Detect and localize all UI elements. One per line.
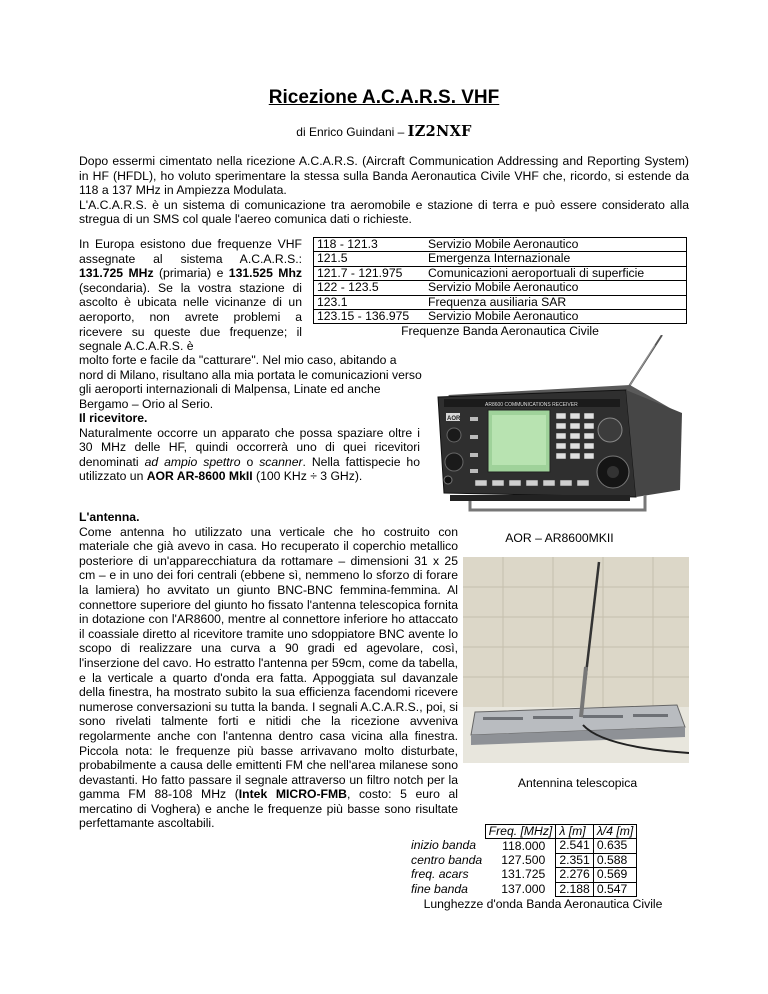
receiver-text-3: . Nella fattispecie ho utilizzato un: [79, 454, 420, 484]
aor-logo: AOR: [447, 416, 461, 422]
frequency-range: 121.7 - 121.975: [314, 266, 426, 280]
antenna-section: [79, 510, 458, 831]
antenna-heading: L'antenna.: [79, 510, 140, 524]
frequency-range: 118 - 121.3: [314, 238, 426, 252]
wl-label: fine banda: [411, 881, 468, 896]
antenna-photo-caption: Antennina telescopica: [517, 776, 638, 790]
europe-text-c: (secondaria). Se la vostra stazione di ascolto è ubicata nelle vicinanze di un aeroporto, non avrete problemi a ricevere su queste due frequenze; il segnale A.C.A.R.S. è: [79, 280, 302, 354]
europe-text-a: In Europa esistono due frequenze VHF assegnate al sistema A.C.A.R.S.:: [79, 237, 302, 266]
frequency-row: [314, 310, 687, 324]
wl-header-lambda: λ [m]: [556, 825, 594, 839]
byline: [0, 123, 768, 140]
frequency-row: [314, 295, 687, 309]
frequency-service: Frequenza ausiliaria SAR: [425, 295, 687, 309]
antenna-text-2: , costo: 5 euro al mercatino di Voghera) e anche le frequenze più basse sono risultate perfettamante ascoltabili.: [79, 787, 458, 831]
frequency-row: [314, 281, 687, 295]
receiver-text-2: o: [240, 454, 260, 469]
wavelength-row: [408, 853, 637, 867]
receiver-emphasis-2: scanner: [259, 454, 303, 469]
receiver-photo: [430, 335, 688, 521]
wl-header-quarter: λ/4 [m]: [593, 825, 636, 839]
frequency-row: [314, 266, 687, 280]
intro-paragraph-2: L'A.C.A.R.S. è un sistema di comunicazione tra aeromobile e stazione di terra e può essere considerato alla stregua di un SMS col quale l'aereo comunica dati o richieste.: [79, 197, 689, 227]
wl-freq: 118.000: [502, 838, 546, 853]
wl-quarter: 0.588: [593, 853, 636, 867]
frequency-service: Servizio Mobile Aeronautico: [425, 281, 687, 295]
europe-text-c-tail: molto forte e facile da "catturare". Nel mio caso, abitando a nord di Milano, risultano alla mia portata le comunicazioni verso gli aeroporti internazionali di Malpensa, Linate ed anche Bergamo – Orio al Serio.: [79, 353, 422, 411]
receiver-section: [79, 411, 420, 484]
frequency-range: 122 - 123.5: [314, 281, 426, 295]
europe-paragraph-tail: [79, 353, 424, 411]
wavelength-table: [408, 824, 678, 911]
acars-secondary-freq: 131.525 Mhz: [228, 266, 302, 281]
frequency-table: [313, 237, 687, 338]
wl-lambda: 2.351: [556, 853, 594, 867]
frequency-service: Servizio Mobile Aeronautico: [425, 238, 687, 252]
wavelength-row: [408, 839, 637, 853]
wavelength-table-caption: Lunghezze d'onda Banda Aeronautica Civile: [423, 897, 663, 912]
wl-label: inizio banda: [411, 838, 477, 853]
callsign: IZ2NXF: [407, 123, 472, 140]
wl-lambda: 2.188: [556, 882, 594, 896]
wl-lambda: 2.541: [556, 839, 594, 853]
europe-paragraph-wrap: [79, 237, 302, 354]
receiver-panel-label: AR8600 COMMUNICATIONS RECEIVER: [485, 402, 578, 408]
frequency-range: 123.1: [314, 295, 426, 309]
wl-quarter: 0.547: [593, 882, 636, 896]
antenna-text-1: Come antenna ho utilizzato una verticale che ho costruito con materiale che già avevo in casa. Ho recuperato il coperchio metallico posteriore di un'apparecchiatura da rottamare – dimensioni 31 x 25 cm – e in uno dei fori centrali (ebbene sì, nemmeno lo sforzo di forare la lamiera) ho avvitato un giunto BNC-BNC femmina-femmina. Al connettore superiore del giunto ho fissato l'antenna telescopica fornita in dotazione con l'AR8600, mentre al connettore inferiore ho attaccato il coassiale diretto al ricevitore tramite uno sdoppiatore BNC avente lo scopo di realizzare una curva a 90 gradi ed agevolare, così, l'inserzione del cavo. Ho estratto l'antenna per 59cm, come da tabella, e la verticale a quarto d'onda era fatta. Appoggiata sul davanzale della finestra, ha mostrato subito la sua efficienza facendomi ricevere numerose conversazioni su tutta la banda. I segnali A.C.A.R.S., poi, si sono rivelati talmente forti e nitidi che la ricezione avveniva regolarmente anche con l'antenna dentro casa vicina alla finestra. Piccola nota: le frequenze più basse arrivavano molto disturbate, probabilmente a causa delle emittenti FM che nell'area milanese sono devastanti. Ho fatto passare il segnale attraverso un filtro notch per la gamma FM 88-108 MHz (: [79, 524, 458, 802]
frequency-service: Servizio Mobile Aeronautico: [425, 310, 687, 324]
page-title: Ricezione A.C.A.R.S. VHF: [268, 87, 500, 108]
frequency-row: [314, 238, 687, 252]
antenna-filter-model: Intek MICRO-FMB: [238, 787, 347, 802]
wl-freq: 127.500: [501, 852, 546, 867]
wl-freq: 137.000: [501, 881, 546, 896]
europe-text-b: (primaria) e: [153, 266, 229, 281]
frequency-range: 121.5: [314, 252, 426, 266]
acars-primary-freq: 131.725 MHz: [79, 266, 154, 281]
wl-corner: [408, 825, 485, 839]
wavelength-row: [408, 868, 637, 882]
wl-freq: 131.725: [501, 867, 546, 882]
frequency-row: [314, 252, 687, 266]
receiver-emphasis-1: ad ampio spettro: [144, 454, 241, 469]
receiver-text-4: (100 KHz ÷ 3 GHz).: [252, 469, 363, 484]
wl-quarter: 0.569: [593, 868, 636, 882]
wavelength-row: [408, 882, 637, 896]
receiver-photo-caption: AOR – AR8600MKII: [505, 531, 614, 545]
wl-quarter: 0.635: [593, 839, 636, 853]
wl-lambda: 2.276: [556, 868, 594, 882]
receiver-model: AOR AR-8600 MkII: [146, 469, 253, 484]
wl-header-freq: Freq. [MHz]: [485, 825, 556, 839]
frequency-service: Emergenza Internazionale: [425, 252, 687, 266]
receiver-heading: Il ricevitore.: [79, 411, 148, 425]
antenna-photo: [463, 557, 689, 763]
wl-label: freq. acars: [411, 867, 469, 882]
frequency-service: Comunicazioni aeroportuali di superficie: [425, 266, 687, 280]
author: di Enrico Guindani –: [296, 125, 408, 139]
frequency-table-caption: Frequenze Banda Aeronautica Civile: [401, 324, 599, 339]
intro-paragraph-1: Dopo essermi cimentato nella ricezione A.C.A.R.S. (Aircraft Communication Addressing and Reporting System) in HF (HFDL), ho voluto sperimentare la stessa sulla Banda Aeronautica Civile VHF che, ricordo, si estende da 118 a 137 MHz in Ampiezza Modulata.: [79, 154, 689, 198]
receiver-text-1: Naturalmente occorre un apparato che possa spaziare oltre i 30 MHz delle HF, quindi occorrerà uno di quei ricevitori denominati: [79, 425, 420, 469]
frequency-range: 123.15 - 136.975: [314, 310, 426, 324]
intro-section: [79, 154, 689, 227]
wl-label: centro banda: [411, 852, 483, 867]
